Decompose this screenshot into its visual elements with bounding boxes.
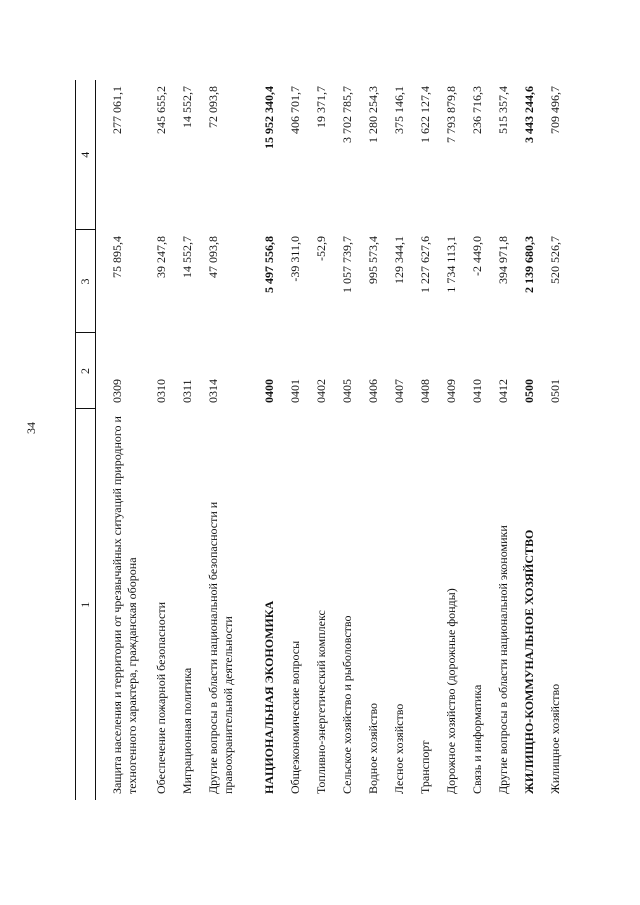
row-value-col4: 277 061,1: [110, 86, 124, 134]
row-name: Миграционная политика: [180, 667, 194, 794]
row-value-col3: 394 971,8: [496, 236, 510, 284]
row-name: Связь и информатика: [470, 684, 484, 794]
row-value-col4: 3 702 785,7: [340, 86, 354, 143]
row-code: 0410: [470, 379, 484, 403]
row-value-col4: 1 280 254,3: [366, 86, 380, 143]
row-name: Дорожное хозяйство (дорожные фонды): [444, 588, 458, 794]
row-value-col4: 72 093,8: [206, 86, 220, 128]
table-row: [366, 80, 392, 800]
table-row: [392, 80, 418, 800]
table-row: [180, 80, 206, 800]
row-code: 0401: [288, 379, 302, 403]
row-value-col3: 47 093,8: [206, 236, 220, 278]
table-row: [314, 80, 340, 800]
row-code: 0407: [392, 379, 406, 403]
row-code: 0405: [340, 379, 354, 403]
column-number-header: [76, 80, 96, 800]
row-name: Транспорт: [418, 740, 432, 794]
row-name: Лесное хозяйство: [392, 703, 406, 794]
row-value-col3: 129 344,1: [392, 236, 406, 284]
row-value-col3: 1 734 113,1: [444, 236, 458, 293]
row-name: Другие вопросы в области национальной безопасности и правоохранительной деятельности: [206, 501, 235, 794]
row-code: 0314: [206, 379, 220, 403]
row-code: 0311: [180, 379, 194, 403]
row-value-col3: 995 573,4: [366, 236, 380, 284]
row-value-col4: 7 793 879,8: [444, 86, 458, 143]
row-value-col4: 515 357,4: [496, 86, 510, 134]
row-value-col4: 375 146,1: [392, 86, 406, 134]
header-col-2: 2: [76, 333, 96, 409]
row-name: НАЦИОНАЛЬНАЯ ЭКОНОМИКА: [262, 600, 276, 794]
table-row: [444, 80, 470, 800]
row-value-col3: -39 311,0: [288, 236, 302, 282]
row-value-col3: 39 247,8: [154, 236, 168, 278]
row-value-col4: 15 952 340,4: [262, 86, 276, 149]
row-value-col3: -2 449,0: [470, 236, 484, 276]
row-code: 0400: [262, 379, 276, 403]
row-value-col3: 1 227 627,6: [418, 236, 432, 293]
header-col-3: 3: [76, 230, 96, 333]
row-name: Сельское хозяйство и рыболовство: [340, 615, 354, 794]
row-code: 0501: [548, 379, 562, 403]
table-row: [418, 80, 444, 800]
row-code: 0409: [444, 379, 458, 403]
row-code: 0309: [110, 379, 124, 403]
row-code: 0412: [496, 379, 510, 403]
row-value-col4: 406 701,7: [288, 86, 302, 134]
row-code: 0406: [366, 379, 380, 403]
row-value-col3: -52,9: [314, 236, 328, 261]
page-number: 34: [24, 422, 38, 434]
table-body: [96, 80, 575, 800]
row-value-col4: 19 371,7: [314, 86, 328, 128]
row-name: Жилищное хозяйство: [548, 683, 562, 794]
row-name: Водное хозяйство: [366, 702, 380, 794]
row-value-col4: 1 622 127,4: [418, 86, 432, 143]
row-name: Общеэкономические вопросы: [288, 640, 302, 794]
row-value-col4: 236 716,3: [470, 86, 484, 134]
row-value-col3: 14 552,7: [180, 236, 194, 278]
table-row: [340, 80, 366, 800]
row-code: 0402: [314, 379, 328, 403]
table-row: [262, 80, 288, 800]
row-name: Другие вопросы в области национальной экономики: [496, 525, 510, 794]
row-code: 0310: [154, 379, 168, 403]
row-value-col3: 5 497 556,8: [262, 236, 276, 293]
row-value-col3: 75 895,4: [110, 236, 124, 278]
table-row: [288, 80, 314, 800]
row-code: 0408: [418, 379, 432, 403]
table-row: [96, 80, 155, 800]
row-value-col4: 3 443 244,6: [522, 86, 536, 143]
table-row: [496, 80, 522, 800]
row-name: ЖИЛИЩНО-КОММУНАЛЬНОЕ ХОЗЯЙСТВО: [522, 529, 536, 794]
row-value-col3: 2 139 680,3: [522, 236, 536, 293]
header-col-1: 1: [76, 409, 96, 800]
row-code: 0500: [522, 379, 536, 403]
budget-table: [75, 80, 574, 800]
row-value-col3: 520 526,7: [548, 236, 562, 284]
row-value-col4: 14 552,7: [180, 86, 194, 128]
table-row: [154, 80, 180, 800]
table-row: [470, 80, 496, 800]
table-row: [522, 80, 548, 800]
row-name: Защита населения и территории от чрезвычайных ситуаций природного и техногенного характера, гражданская оборона: [110, 416, 139, 794]
table-row: [206, 80, 262, 800]
row-name: Обеспечение пожарной безопасности: [154, 601, 168, 794]
header-col-4: 4: [76, 80, 96, 230]
table-row: [548, 80, 574, 800]
row-value-col4: 709 496,7: [548, 86, 562, 134]
row-value-col4: 245 655,2: [154, 86, 168, 134]
row-value-col3: 1 057 739,7: [340, 236, 354, 293]
rotated-table-sheet: [75, 80, 562, 800]
row-name: Топливно-энергетический комплекс: [314, 610, 328, 794]
